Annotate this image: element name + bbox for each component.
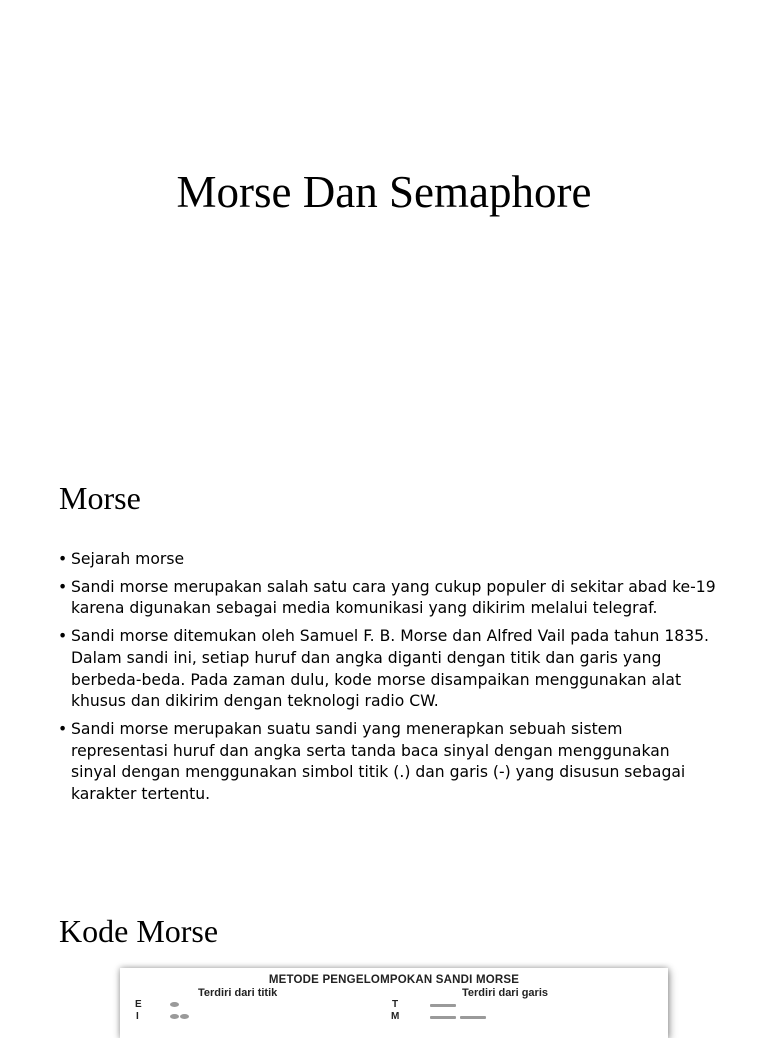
morse-letter: I (136, 1011, 139, 1022)
morse-letter: E (135, 999, 142, 1010)
bullet-item (58, 626, 718, 713)
morse-bullet-list (58, 549, 718, 812)
morse-dash (430, 1016, 456, 1019)
kode-morse-heading: Kode Morse (59, 913, 219, 949)
bullet-text: Sandi morse merupakan salah satu cara yang cukup populer di sekitar abad ke-19 karena digunakan sebagai media komunikasi yang dikirim melalui telegraf. (71, 577, 716, 618)
bullet-icon: • (58, 719, 68, 738)
bullet-icon: • (58, 577, 68, 596)
morse-dot (180, 1014, 189, 1019)
figure-left-header: Terdiri dari titik (198, 987, 278, 999)
bullet-item (58, 719, 718, 806)
bullet-text: Sandi morse merupakan suatu sandi yang menerapkan sebuah sistem representasi huruf dan angka serta tanda baca sinyal dengan menggunakan sinyal dengan menggunakan simbol titik (.) dan garis (-) yang disusun sebagai karakter tertentu. (71, 719, 686, 804)
morse-dash (460, 1016, 486, 1019)
bullet-icon: • (58, 627, 68, 646)
bullet-text: Sandi morse ditemukan oleh Samuel F. B. Morse dan Alfred Vail pada tahun 1835. Dalam sandi ini, setiap huruf dan angka diganti dengan titik dan garis yang berbeda-beda. Pada zaman dulu, kode morse disampaikan menggunakan alat khusus dan dikirim dengan teknologi radio CW. (71, 627, 710, 711)
morse-dot (170, 1014, 179, 1019)
bullet-item (58, 577, 718, 620)
morse-dash (430, 1004, 456, 1007)
figure-title: METODE PENGELOMPOKAN SANDI MORSE (268, 974, 520, 986)
morse-letter: M (391, 1011, 400, 1022)
bullet-item (58, 549, 718, 571)
morse-grouping-figure (120, 968, 668, 1038)
figure-right-header: Terdiri dari garis (462, 987, 548, 999)
morse-heading: Morse (59, 480, 141, 516)
morse-letter: T (392, 999, 399, 1010)
slide-title: Morse Dan Semaphore (176, 167, 592, 217)
bullet-text: Sejarah morse (71, 550, 185, 568)
bullet-icon: • (58, 550, 68, 568)
morse-dot (170, 1002, 179, 1007)
